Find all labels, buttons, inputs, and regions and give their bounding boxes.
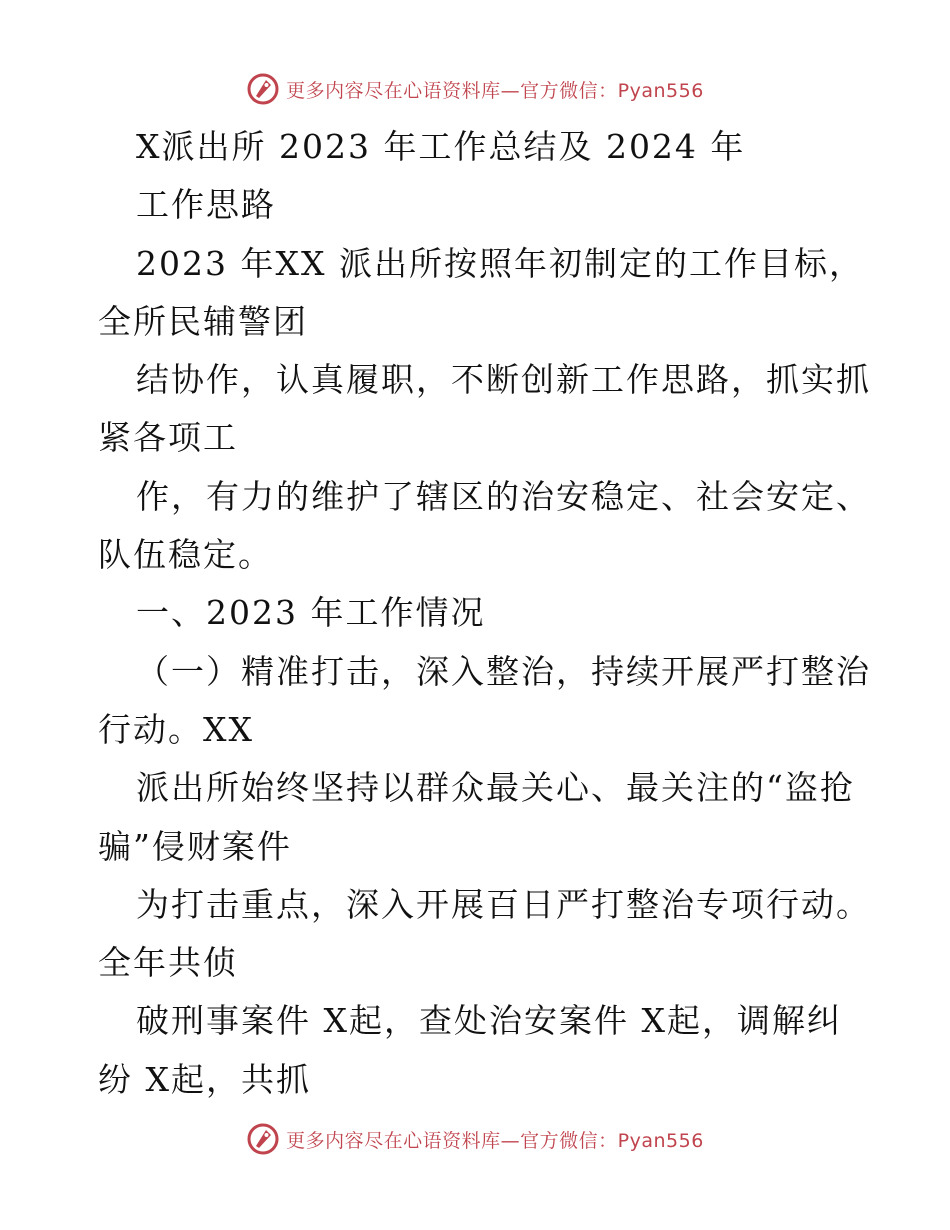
pen-nib-logo-icon bbox=[246, 1122, 280, 1156]
pen-nib-logo-icon bbox=[246, 72, 280, 106]
subsection-heading: （一）精准打击，深入整治，持续开展严打整治 bbox=[136, 651, 871, 691]
doc-text-line: 队伍稳定。 bbox=[98, 535, 273, 575]
doc-text-line: 破刑事案件 X起，查处治安案件 X起，调解纠 bbox=[136, 1001, 842, 1041]
doc-text-line: 作，有力的维护了辖区的治安稳定、社会安定、 bbox=[136, 476, 871, 516]
doc-text-line: 全所民辅警团 bbox=[98, 301, 308, 341]
doc-text-line: 全年共侦 bbox=[98, 943, 238, 983]
doc-text-line: 紧各项工 bbox=[98, 418, 238, 458]
doc-text-line: 结协作，认真履职，不断创新工作思路，抓实抓 bbox=[136, 360, 871, 400]
page-header-banner bbox=[0, 72, 950, 106]
doc-text-line: 2023 年XX 派出所按照年初制定的工作目标， bbox=[136, 243, 864, 283]
doc-text-line: 纷 X起，共抓 bbox=[98, 1059, 311, 1099]
doc-title-line-2: 工作思路 bbox=[136, 185, 276, 225]
banner-text: 更多内容尽在心语资料库—官方微信：Pyan556 bbox=[286, 79, 704, 102]
doc-text-line: 派出所始终坚持以群众最关心、最关注的“盗抢 bbox=[136, 768, 855, 808]
doc-text-line: 为打击重点，深入开展百日严打整治专项行动。 bbox=[136, 884, 871, 924]
page-footer-banner bbox=[0, 1122, 950, 1156]
doc-title-line-1: X派出所 2023 年工作总结及 2024 年 bbox=[136, 127, 746, 166]
document-body bbox=[98, 118, 871, 1109]
banner-text: 更多内容尽在心语资料库—官方微信：Pyan556 bbox=[286, 1129, 704, 1152]
section-heading: 一、2023 年工作情况 bbox=[136, 593, 486, 633]
doc-text-line: 骗”侵财案件 bbox=[98, 826, 292, 866]
doc-text-line: 行动。XX bbox=[98, 709, 254, 749]
